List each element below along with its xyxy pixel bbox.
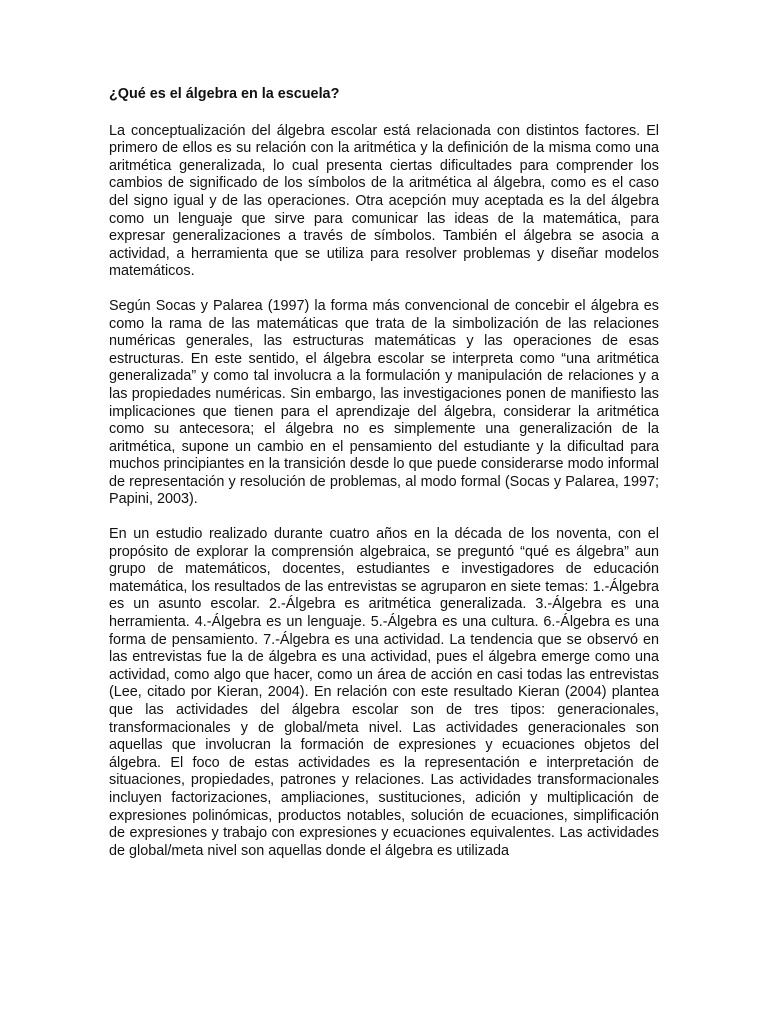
paragraph-2: Según Socas y Palarea (1997) la forma más convencional de concebir el álgebra es como la rama de las matemáticas que trata de la simbolización de las relaciones numéricas generales, las estructuras matemáticas y las operaciones de esas estructuras. En este sentido, el álgebra escolar se interpreta como “una aritmética generalizada” y como tal involucra a la formulación y manipulación de relaciones y a las propiedades numéricas. Sin embargo, las investigaciones ponen de manifiesto las implicaciones que tienen para el aprendizaje del álgebra, considerar la aritmética como su antecesora; el álgebra no es simplemente una generalización de la aritmética, supone un cambio en el pensamiento del estudiante y la dificultad para muchos principiantes en la transición desde lo que puede considerarse modo informal de representación y resolución de problemas, al modo formal (Socas y Palarea, 1997; Papini, 2003). xyxy=(109,297,659,508)
document-title: ¿Qué es el álgebra en la escuela? xyxy=(109,86,340,102)
document-page xyxy=(109,86,659,877)
paragraph-3: En un estudio realizado durante cuatro años en la década de los noventa, con el propósito de explorar la comprensión algebraica, se preguntó “qué es álgebra” aun grupo de matemáticos, docentes, estudiantes e investigadores de educación matemática, los resultados de las entrevistas se agruparon en siete temas: 1.-Álgebra es un asunto escolar. 2.-Álgebra es aritmética generalizada. 3.-Álgebra es una herramienta. 4.-Álgebra es un lenguaje. 5.-Álgebra es una cultura. 6.-Álgebra es una forma de pensamiento. 7.-Álgebra es una actividad. La tendencia que se observó en las entrevistas fue la de álgebra es una actividad, pues el álgebra emerge como una actividad, como algo que hacer, como un área de acción en casi todas las entrevistas (Lee, citado por Kieran, 2004). En relación con este resultado Kieran (2004) plantea que las actividades del álgebra escolar son de tres tipos: generacionales, transformacionales y de global/meta nivel. Las actividades generacionales son aquellas que involucran la formación de expresiones y ecuaciones objetos del álgebra. El foco de estas actividades es la representación e interpretación de situaciones, propiedades, patrones y relaciones. Las actividades transformacionales incluyen factorizaciones, ampliaciones, sustituciones, adición y multiplicación de expresiones polinómicas, productos notables, solución de ecuaciones, simplificación de expresiones y trabajo con expresiones y ecuaciones equivalentes. Las actividades de global/meta nivel son aquellas donde el álgebra es utilizada xyxy=(109,526,659,859)
paragraph-1: La conceptualización del álgebra escolar está relacionada con distintos factores. El primero de ellos es su relación con la aritmética y la definición de la misma como una aritmética generalizada, lo cual presenta ciertas dificultades para comprender los cambios de significado de los símbolos de la aritmética al álgebra, como es el caso del signo igual y de las operaciones. Otra acepción muy aceptada es la del álgebra como un lenguaje que sirve para comunicar las ideas de la matemática, para expresar generalizaciones a través de símbolos. También el álgebra se asocia a actividad, a herramienta que se utiliza para resolver problemas y diseñar modelos matemáticos. xyxy=(109,122,659,280)
